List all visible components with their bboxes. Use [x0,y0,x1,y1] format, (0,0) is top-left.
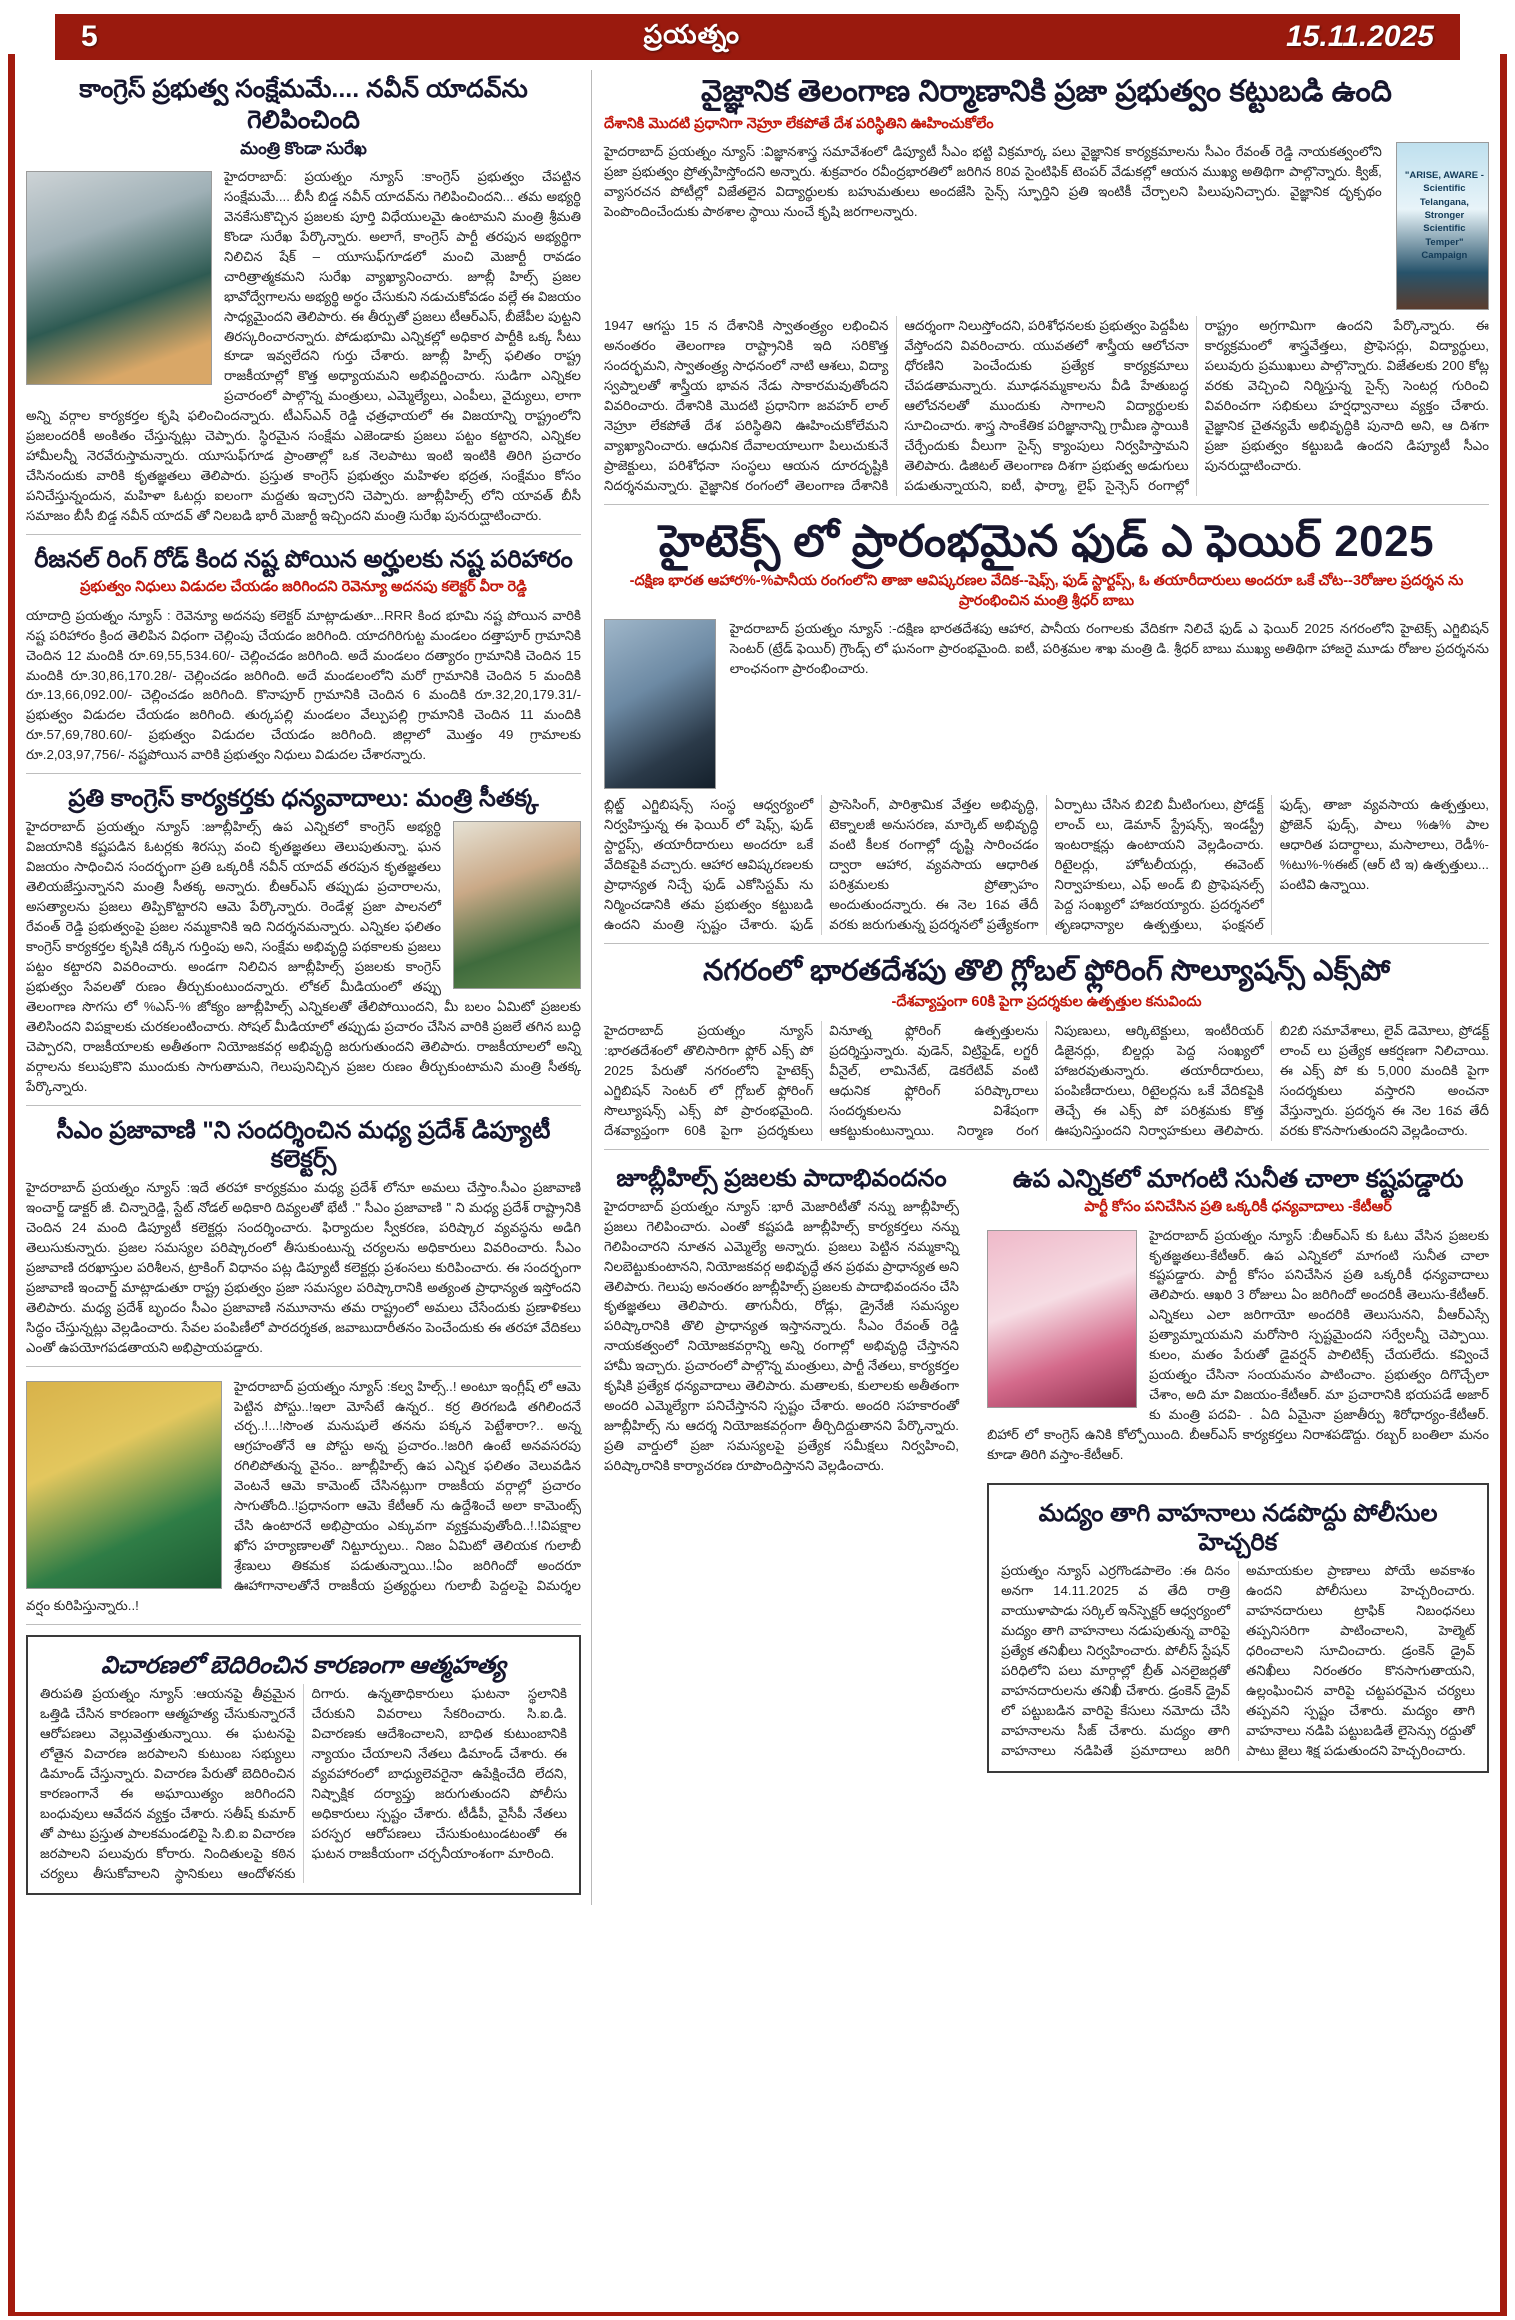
right-red-border [1500,54,1507,2312]
article-suicide-headline: విచారణలో బెదిరించిన కారణంగా ఆత్మహత్య [40,1651,567,1680]
bottom-right-stack [987,1160,1489,1783]
article-suicide [26,1635,581,1896]
article-surekha-body: హైదరాబాద్: ప్రయత్నం న్యూస్ :కాంగ్రెస్ ప్రభుత్వం చేపట్టిన సంక్షేమమే.... బీసీ బిడ్డ నవీన్ యాదవ్‌ను గెలిపించిందని... తమ అభ్యర్థి వెనకేసుకొచ్చిన ప్రజలకు పూర్తి విధేయులమై ఉంటామని మంత్రి శ్రీమతి కొండా సురేఖ పేర్కొన్నారు. అలాగే, కాంగ్రెస్ పార్టీ తరపున అభ్యర్థిగా నిలిచిన షేక్ – యూసుఫ్‌గూడలో మంచి మెజార్టీ రావడం చారిత్రాత్మకమని సురేఖ వ్యాఖ్యానించారు. జూబ్లీ హిల్స్ ప్రజల భావోద్వేగాలను అభ్యర్థి అర్థం చేసుకుని నడుచుకోవడం వల్లే ఈ విజయం సాధ్యమైందని తెలిపారు. ఈ తీర్పుతో ప్రజలు టీఆర్ఎస్, బీజేపీల పుట్టని తిరస్కరించారన్నారు. పోడుభూమి ఎన్నికల్లో అధికార పార్టీకి ఒక్క సీటు కూడా ఇవ్వలేదని గుర్తు చేశారు. జూబ్లీ హిల్స్ ఫలితం రాష్ట్ర రాజకీయాల్లో కొత్త అధ్యాయమని అభివర్ణించారు. సుడిగా ఎన్నికల ప్రచారంలో పాల్గొన్న మంత్రులు, ఎమ్మెల్యేలు, ఎంపీలు, వైద్యులు, లాగా అన్ని వర్గాల కార్యకర్తల కృషి ఫలించిందన్నారు. టీఎస్ఎన్ రెడ్డి ఛత్రఛాయలో ఈ విజయాన్ని రాష్ట్రంలోని ప్రజలందరికీ అంకితం చేస్తున్నట్లు చెప్పారు. స్థిరమైన సంక్షేమ ఎజెండాకు ప్రజలు పట్టం కట్టారని, ఎన్నికల హామీలన్నీ నెరవేరుస్తామన్నారు. యూసుఫ్‌గూడ ప్రాంతాల్లో ఒక నెలపాటు ఇంటి ఇంటికి తిరిగి ప్రచారం చేసినందుకు వారికి కృతజ్ఞతలు తెలిపారు. ప్రస్తుత కాంగ్రెస్ ప్రభుత్వం మహిళల భద్రత, సంక్షేమం కోసం పనిచేస్తున్నందున, మహిళా ఓటర్లు ఐలంగా మద్దతు ఇచ్చారని చెప్పారు. జూబ్లీహిల్స్ లోని యావత్ బీసీ సమాజం బీసీ బిడ్డ నవీన్ యాదవ్ తో నిలబడి భారీ మెజార్టీ ఇచ్చిందని మంత్రి సురేఖ పునరుద్ఘాటించారు. [26,167,581,526]
article-flooring [604,954,1489,1150]
article-kavitha-body: హైదరాబాద్ ప్రయత్నం న్యూస్ :కల్వ హిల్స్..! అంటూ ఇంగ్లీష్ లో ఆమె పెట్టిన పోస్టు..!ఇలా మోసేటే ఉన్నర.. కర్ర తిరగబడి తగిలిందనే చర్చ..!...!సొంత మనుషులే తనను పక్కన పెట్టేశారా?.. అన్న ఆగ్రహంతోనే ఆ పోస్టు అన్న ప్రచారం..!జరిగి ఉంటే అనవసరపు రగిలిపోతున్న వైనం.. జూబ్లీహిల్స్ ఉప ఎన్నిక ఫలితం వెలువడిన వెంటనే ఆమె కామెంట్ చేసినట్లుగా రాజకీయ వర్గాల్లో ప్రచారం సాగుతోంది..!ప్రధానంగా ఆమె కేటీఆర్ ను ఉద్దేశించే అలా కామెంట్స్ చేసి ఉంటారనే అభిప్రాయం ఎక్కువగా వ్యక్తమవుతోంది..!.!విపక్షాల ఖోస హర్యాణాలతో నిట్టూర్పులు.. నిజం ఏమిటో తెలియక గులాబీ శ్రేణులు తికమక పడుతున్నాయి..!ఏం జరిగిందో అందరూ ఊహాగానాలతోనే రాజకీయ ప్రత్యర్థులు గులాబీ పెద్దలపై విమర్శల వర్షం కురిపిస్తున్నారు..! [26,1377,581,1616]
right-column [604,70,1489,1905]
article-surekha-subhead: మంత్రి కొండా సురేఖ [26,139,581,163]
article-foodfair [604,515,1489,944]
article-flooring-headline: నగరంలో భారతదేశపు తొలి గ్లోబల్ ఫ్లోరింగ్ సొల్యూషన్స్ ఎక్స్‌పో [604,954,1489,989]
article-rrr-subhead: ప్రభుత్వం నిధులు విడుదల చేయడం జరిగిందని రెవెన్యూ అదనపు కలెక్టర్ వీరా రెడ్డి [26,578,581,598]
article-scientific [604,74,1489,505]
article-jubilee-body: హైదరాబాద్ ప్రయత్నం న్యూస్ :భారీ మెజారిటీతో నన్ను జూబ్లీహిల్స్ ప్రజలు గెలిపించారు. ఎంతో కష్టపడి జూబ్లీహిల్స్ కార్యకర్తలు నన్ను గెలిపించారని నూతన ఎమ్మెల్యే అన్నారు. ప్రజలు పెట్టిన నమ్మకాన్ని నిలబెట్టుకుంటానని, నియోజకవర్గ అభివృద్ధే తన ప్రథమ ప్రాధాన్యత అని తెలిపారు. గెలుపు అనంతరం జూబ్లీహిల్స్ ప్రజలకు పాదాభివందనం చేసి కృతజ్ఞతలు తెలిపారు. తాగునీరు, రోడ్లు, డ్రైనేజీ సమస్యల పరిష్కారానికి తొలి ప్రాధాన్యత ఇస్తానన్నారు. సీఎం రేవంత్ రెడ్డి నాయకత్వంలో నియోజకవర్గాన్ని అన్ని రంగాల్లో అభివృద్ధి చేస్తానని హామీ ఇచ్చారు. ప్రచారంలో పాల్గొన్న మంత్రులు, పార్టీ నేతలు, కార్యకర్తల కృషికి ప్రత్యేక ధన్యవాదాలు తెలిపారు. మతాలకు, కులాలకు అతీతంగా అందరి ఎమ్మెల్యేగా పనిచేస్తానని స్పష్టం చేశారు. అందరి సహకారంతో జూబ్లీహిల్స్ ను ఆదర్శ నియోజకవర్గంగా తీర్చిదిద్దుతానని పేర్కొన్నారు. ప్రతి వార్డులో ప్రజా సమస్యలపై ప్రత్యేక సమీక్షలు నిర్వహించి, పరిష్కారానికి కార్యాచరణ రూపొందిస్తానని వెల్లడించారు. [604,1197,959,1476]
edition-date: 15.11.2025 [1286,20,1434,54]
article-foodfair-intro: హైదరాబాద్ ప్రయత్నం న్యూస్ :-దక్షిణ భారతదేశపు ఆహార, పానీయ రంగాలకు వేదికగా నిలిచే ఫుడ్ ఎ ఫెయిర్ 2025 నగరంలోని హైటెక్స్ ఎగ్జిబిషన్ సెంటర్ (ట్రేడ్ ఫెయిర్) గ్రౌండ్స్ లో ఘనంగా ప్రారంభమైంది. ఐటీ, పరిశ్రమల శాఖ మంత్రి డి. శ్రీధర్ బాబు ముఖ్య అతిథిగా హాజరై మూడు రోజుల ప్రదర్శనను లాంఛనంగా ప్రారంభించారు. [730,619,1489,789]
article-seethakka-body: హైదరాబాద్ ప్రయత్నం న్యూస్ :జూబ్లీహిల్స్ ఉప ఎన్నికలో కాంగ్రెస్ అభ్యర్థి విజయానికి కష్టపడిన ఓటర్లకు శిరస్సు వంచి కృతజ్ఞతలు తెలుపుతున్నా. ఘన విజయం సాధించిన సందర్భంగా ప్రతి ఒక్కరికీ నవీన్ యాదవ్ తరపున కృతజ్ఞతలు తెలియజేస్తున్నానని మంత్రి సీతక్క అన్నారు. బీఆర్ఎస్ తప్పుడు ప్రచారాలను, అసత్యాలను ప్రజలు తిప్పికొట్టారని ఆమె పేర్కొన్నారు. రెండేళ్ల ప్రజా పాలనలో రేవంత్ రెడ్డి ప్రభుత్వంపై ప్రజల నమ్మకానికి ఇది నిదర్శనమన్నారు. ఎన్నికల ఫలితం కాంగ్రెస్ కార్యకర్తల కృషికి దక్కిన గుర్తింపు అని, సంక్షేమ అభివృద్ధి పథకాలకు ప్రజలు పట్టం కట్టారని వివరించారు. అండగా నిలిచిన జూబ్లీహిల్స్ ప్రజలకు కాంగ్రెస్ ప్రభుత్వం సేవలతో రుణం తీర్చుకుంటుందన్నారు. లోకల్ మీడియంలో తప్పు తెలంగాణ సొగసు లో %ఎస్-% జోక్యం జూబ్లీహిల్స్ ఎన్నికలతో తేలిపోయిందని, మీ బలం ఏమిటో ప్రజలకు తెలిసిందని విపక్షాలకు చురకలంటించారు. సోషల్ మీడియాలో తప్పుడు ప్రచారం చేసిన వారికి ప్రజలే తగిన బుద్ధి చెప్పారని, రాజకీయాలకు అతీతంగా నియోజకవర్గ అభివృద్ధి జరుగుతుందని తెలిపారు. రాజకీయాలలో అన్ని వర్గాలను కలుపుకొని ముందుకు సాగుతామని, గెలుపునిచ్చిన ప్రజల రుణం తీర్చుకుంటామని మంత్రి సీతక్క పేర్కొన్నారు. [26,817,581,1096]
article-flooring-subhead: -దేశవ్యాప్తంగా 60కి పైగా ప్రదర్శకుల ఉత్పత్తుల కనువిందు [604,993,1489,1013]
article-seethakka [26,784,581,1105]
left-column [26,70,592,1905]
bottom-red-border [8,2312,1507,2316]
article-seethakka-headline: ప్రతి కాంగ్రెస్ కార్యకర్తకు ధన్యవాదాలు: మంత్రి సీతక్క [26,784,581,813]
article-liquor-body: ప్రయత్నం న్యూస్ ఎర్రగొండపాలెం :ఈ దినం అనగా 14.11.2025 వ తేది రాత్రి వాయుళాపాడు సర్కిల్ ఇన్‌స్పెక్టర్ ఆధ్వర్యంలో మద్యం తాగి వాహనాలు నడుపుతున్న వారిపై ప్రత్యేక తనిఖీలు నిర్వహించారు. పోలీస్ స్టేషన్ పరిధిలోని పలు మార్గాల్లో బ్రీత్ ఎనలైజర్లతో వాహనదారులను తనిఖీ చేశారు. డ్రంకెన్ డ్రైవ్ లో పట్టుబడిన వారిపై కేసులు నమోదు చేసి వాహనాలను సీజ్ చేశారు. మద్యం తాగి వాహనాలు నడిపితే ప్రమాదాలు జరిగి అమాయకుల ప్రాణాలు పోయే అవకాశం ఉందని పోలీసులు హెచ్చరించారు. వాహనదారులు ట్రాఫిక్ నిబంధనలు తప్పనిసరిగా పాటించాలని, హెల్మెట్ ధరించాలని సూచించారు. డ్రంకెన్ డ్రైవ్ తనిఖీలు నిరంతరం కొనసాగుతాయని, ఉల్లంఘించిన వారిపై చట్టపరమైన చర్యలు తప్పవని స్పష్టం చేశారు. మద్యం తాగి వాహనాలు నడిపి పట్టుబడితే లైసెన్సు రద్దుతో పాటు జైలు శిక్ష పడుతుందని హెచ్చరించారు. [1001,1561,1475,1760]
article-prajavani [26,1116,581,1367]
article-jubilee [604,1160,959,1783]
masthead-bar [55,14,1460,60]
article-ktr-subhead: పార్టీ కోసం పనిచేసిన ప్రతి ఒక్కరికీ ధన్యవాదాలు -కేటీఆర్ [987,1198,1489,1218]
kavitha-photo [26,1381,222,1589]
article-rrr-headline: రీజనల్ రింగ్ రోడ్ కింద నష్ట పోయిన అర్హులకు నష్ట పరిహారం [26,545,581,574]
page-number: 5 [81,20,98,54]
article-ktr [987,1164,1489,1473]
article-foodfair-headline: హైటెక్స్ లో ప్రారంభమైన ఫుడ్ ఎ ఫెయిర్ 2025 [604,515,1489,569]
bottom-row [604,1160,1489,1783]
article-foodfair-subhead: -దక్షిణ భారత ఆహార%-%పానీయ రంగంలోని తాజా ఆవిష్కరణల వేదిక--షెఫ్స్, ఫుడ్ స్టార్టప్స్, ఓ తయారీదారులు అందరూ ఒకే చోట--3రోజుల ప్రదర్శన ను ప్రారంభించిన మంత్రి శ్రీధర్ బాబు [604,572,1489,611]
event-banner-text: "ARISE, AWARE - Scientific Telangana, Stronger Scientific Temper" Campaign [1405,169,1484,262]
article-liquor [987,1483,1489,1773]
newspaper-page [0,14,1515,2320]
left-red-border [8,54,15,2312]
article-foodfair-body: బ్లిట్జ్ ఎగ్జిబిషన్స్ సంస్థ ఆధ్వర్యంలో నిర్వహిస్తున్న ఈ ఫెయిర్ లో షెఫ్స్, ఫుడ్ స్టార్టప్స్, తయారీదారులు అందరూ ఒకే వేదికపైకి వచ్చారు. ఆహార ఆవిష్కరణలకు ప్రాధాన్యత నిచ్చే ఫుడ్ ఎకోసిస్టమ్ ను నిర్మించడానికి తమ ప్రభుత్వం కట్టుబడి ఉందని మంత్రి స్పష్టం చేశారు. ఫుడ్ ప్రాసెసింగ్, పారిశ్రామిక వేత్తల అభివృద్ధి, టెక్నాలజీ అనుసరణ, మార్కెట్ అభివృద్ధి వంటి కీలక రంగాల్లో దృష్టి సారించడం ద్వారా ఆహార, వ్యవసాయ ఆధారిత పరిశ్రమలకు ప్రోత్సాహం అందుతుందన్నారు. ఈ నెల 16వ తేదీ వరకు జరుగుతున్న ప్రదర్శనలో ప్రత్యేకంగా ఏర్పాటు చేసిన బి2బి మీటింగులు, ప్రోడక్ట్ లాంచ్ లు, డెమాన్ స్ట్రేషన్స్, ఇండస్ట్రీ ఇంటరాక్షన్లు ఉంటాయని వెల్లడించారు. రిటైలర్లు, హోటలీయర్లు, ఈవెంట్ నిర్వాహకులు, ఎఫ్ అండ్ బి ప్రొఫెషనల్స్ పెద్ద సంఖ్యలో హాజరయ్యారు. ప్రదర్శనలో తృణధాన్యాల ఉత్పత్తులు, ఫంక్షనల్ ఫుడ్స్, తాజా వ్యవసాయ ఉత్పత్తులు, ఫ్రోజెన్ ఫుడ్స్, పాలు %ఉ% పాల ఆధారిత పదార్థాలు, మసాలాలు, రెడీ%-%టు%-%ఈట్ (ఆర్ టి ఇ) ఉత్పత్తులు... పంటివి ఉన్నాయి. [604,795,1489,935]
article-prajavani-body: హైదరాబాద్ ప్రయత్నం న్యూస్ :ఇదే తరహా కార్యక్రమం మధ్య ప్రదేశ్ లోనూ అమలు చేస్తాం.సీఎం ప్రజావాణి ఇంచార్జ్ డాక్టర్ జీ. చిన్నారెడ్డి, స్టేట్ నోడల్ అధికారి దివ్యలతో భేటీ ." సీఎం ప్రజావాణి " ని మధ్య ప్రదేశ్ రాష్ట్రానికి చెందిన 24 మంది డిప్యూటీ కలెక్టర్లు సందర్శించారు. ఫిర్యాదుల స్వీకరణ, పరిష్కార వ్యవస్థను అడిగి తెలుసుకున్నారు. ప్రజల సమస్యల పరిష్కారంలో తీసుకుంటున్న చర్యలను అధికారులు వివరించారు. సీఎం ప్రజావాణి దరఖాస్తుల పరిశీలన, ట్రాకింగ్ విధానం పట్ల డిప్యూటీ కలెక్టర్లు ప్రశంసలు కురిపించారు. ఈ సందర్భంగా ప్రజావాణి ఇంచార్జ్ మాట్లాడుతూ రాష్ట్ర ప్రభుత్వం ప్రజా సమస్యల పరిష్కారానికి అత్యంత ప్రాధాన్యత ఇస్తోందని తెలిపారు. మధ్య ప్రదేశ్ బృందం సీఎం ప్రజావాణి నమూనాను తమ రాష్ట్రంలో అమలు చేసేందుకు ప్రణాళికలు సిద్ధం చేస్తున్నట్లు వెల్లడించారు. సేవల పంపిణీలో పారదర్శకత, జవాబుదారీతనం పెంచేందుకు ఈ తరహా వేదికలు ఎంతో ఉపయోగపడతాయని అభిప్రాయపడ్డారు. [26,1178,581,1357]
page-content [0,70,1515,1905]
article-scientific-body: 1947 ఆగస్టు 15 న దేశానికి స్వాతంత్ర్యం లభించిన అనంతరం తెలంగాణ రాష్ట్రానికి ఇది సరికొత్త సందర్భమని, స్వాతంత్ర్య సాధనంలో నాటి ఆశలు, విద్యా స్వప్నాలతో శాస్త్రీయ భావన నేడు సాకారమవుతోందని వివరించారు. దేశానికి మొదటి ప్రధానిగా జవహర్ లాల్ నెహ్రూ లేకపోతే దేశ పరిస్థితిని ఊహించుకోలేమని వ్యాఖ్యానించారు. ఆధునిక దేవాలయాలుగా పిలుచుకునే ప్రాజెక్టులు, పరిశోధనా సంస్థలు ఆయన దూరదృష్టికి నిదర్శనమన్నారు. వైజ్ఞానిక రంగంలో తెలంగాణ దేశానికి ఆదర్శంగా నిలుస్తోందని, పరిశోధనలకు ప్రభుత్వం పెద్దపీట వేస్తోందని వివరించారు. యువతలో శాస్త్రీయ ఆలోచనా ధోరణిని పెంచేందుకు ప్రత్యేక కార్యక్రమాలు చేపడతామన్నారు. మూఢనమ్మకాలను వీడి హేతుబద్ధ ఆలోచనలతో ముందుకు సాగాలని విద్యార్థులకు సూచించారు. శాస్త్ర సాంకేతిక పరిజ్ఞానాన్ని గ్రామీణ స్థాయికి చేర్చేందుకు వీలుగా సైన్స్ క్యాంపులు నిర్వహిస్తామని తెలిపారు. డిజిటల్ తెలంగాణ దిశగా ప్రభుత్వ అడుగులు పడుతున్నాయని, ఐటీ, ఫార్మా, లైఫ్ సైన్సెస్ రంగాల్లో రాష్ట్రం అగ్రగామిగా ఉందని పేర్కొన్నారు. ఈ కార్యక్రమంలో శాస్త్రవేత్తలు, ప్రొఫెసర్లు, విద్యార్థులు, పలువురు ప్రముఖులు పాల్గొన్నారు. విజేతలకు 200 కోట్ల వరకు వెచ్చించి నిర్మిస్తున్న సైన్స్ సెంటర్ల గురించి వివరించగా సభికులు హర్షధ్వానాలు వ్యక్తం చేశారు. వైజ్ఞానిక చైతన్యమే అభివృద్ధికి పునాది అని, ఆ దిశగా ప్రజా ప్రభుత్వం కట్టుబడి ఉందని డిప్యూటీ సీఎం పునరుద్ఘాటించారు. [604,316,1489,495]
article-ktr-body: హైదరాబాద్ ప్రయత్నం న్యూస్ :బీఆర్ఎస్ కు ఓటు వేసిన ప్రజలకు కృతజ్ఞతలు-కేటీఆర్. ఉప ఎన్నికలో మాగంటి సునీత చాలా కష్టపడ్డారు. పార్టీ కోసం పనిచేసిన ప్రతి ఒక్కరికీ ధన్యవాదాలు తెలిపారు. ఆఖరి 3 రోజులు ఏం జరిగిందో అందరికీ తెలుసు-కేటీఆర్. ఎన్నికలు ఎలా జరిగాయో అందరికి తెలుసునని, వీఆర్ఎస్సే ప్రత్యామ్నాయమని మరోసారి స్పష్టమైందని సర్వేలన్నీ చెప్పాయి. కులం, మతం పేరుతో డైవర్షన్ పాలిటిక్స్ చేయలేదు. కవ్వించే ప్రయత్నం చేసినా సంయమనం పాటించాం. ప్రభుత్వం దిగొచ్చేలా చేశాం, అది మా విజయం-కేటీఆర్. మా ప్రచారానికి భయపడే అజార్ కు మంత్రి పదవి- . ఏది ఏమైనా ప్రజాతీర్పు శిరోధార్యం-కేటీఆర్. బిహార్ లో కాంగ్రెస్ ఉనికి కోల్పోయింది. బీఆర్ఎస్ కార్యకర్తలు నిరాశపడొద్దు. రబ్బర్ బంతిలా మనం కూడా తిరిగి వస్తాం-కేటీఆర్. [987,1226,1489,1465]
sridhar-babu-photo [604,619,716,789]
article-scientific-subhead: దేశానికి మొదటి ప్రధానిగా నెహ్రూ లేకపోతే దేశ పరిస్థితిని ఊహించుకోలేం [604,115,1489,135]
konda-surekha-photo [26,171,212,385]
article-liquor-headline: మద్యం తాగి వాహనాలు నడపొద్దు పోలీసుల హెచ్చరిక [1001,1499,1475,1558]
article-surekha [26,74,581,535]
masthead-title: ప్రయత్నం [644,19,740,56]
article-jubilee-headline: జూబ్లీహిల్స్ ప్రజలకు పాదాభివందనం [604,1164,959,1193]
article-ktr-headline: ఉప ఎన్నికలో మాగంటి సునీత చాలా కష్టపడ్డారు [987,1164,1489,1195]
article-surekha-headline: కాంగ్రెస్ ప్రభుత్వ సంక్షేమమే.... నవీన్ యాదవ్‌ను గెలిపించింది [26,74,581,135]
article-scientific-headline: వైజ్ఞానిక తెలంగాణ నిర్మాణానికి ప్రజా ప్రభుత్వం కట్టుబడి ఉంది [604,74,1489,111]
article-scientific-intro: హైదరాబాద్ ప్రయత్నం న్యూస్ :విజ్ఞానశాస్త్ర సమావేశంలో డిప్యూటీ సీఎం భట్టి విక్రమార్క పలు వైజ్ఞానిక కార్యక్రమాలను సీఎం రేవంత్ రెడ్డి నాయకత్వంలోని ప్రజా ప్రభుత్వం ప్రోత్సహిస్తోందని అన్నారు. శుక్రవారం రవీంద్రభారతిలో జరిగిన 80వ సైంటిఫిక్ టెంపర్ వేడుకల్లో ఆయన ముఖ్య అతిథిగా పాల్గొన్నారు. క్విజ్, వ్యాసరచన పోటీల్లో విజేతలైన విద్యార్థులకు బహుమతులు అందజేసి సైన్స్ స్ఫూర్తిని ప్రతి ఇంటికీ చేర్చాలని పిలుపునిచ్చారు. వైజ్ఞానిక దృక్పథం పెంపొందించేందుకు పాఠశాల స్థాయి నుంచే కృషి జరగాలన్నారు. [604,142,1382,310]
article-kavitha-note [26,1377,581,1625]
article-suicide-body: తిరుపతి ప్రయత్నం న్యూస్ :ఆయనపై తీవ్రమైన ఒత్తిడి చేసిన కారణంగా ఆత్మహత్య చేసుకున్నారనే ఆరోపణలు వెల్లువెత్తుతున్నాయి. ఈ ఘటనపై లోతైన విచారణ జరపాలని కుటుంబ సభ్యులు డిమాండ్ చేస్తున్నారు. విచారణ పేరుతో బెదిరించిన కారణంగానే ఈ అఘాయిత్యం జరిగిందని బంధువులు ఆవేదన వ్యక్తం చేశారు. సతీష్ కుమార్ తో పాటు ప్రస్తుత పాలకమండలిపై సి.బి.ఐ విచారణ జరపాలని పలువురు కోరారు. నిందితులపై కఠిన చర్యలు తీసుకోవాలని స్థానికులు ఆందోళనకు దిగారు. ఉన్నతాధికారులు ఘటనా స్థలానికి చేరుకుని వివరాలు సేకరించారు. సి.ఐ.డి. విచారణకు ఆదేశించాలని, బాధిత కుటుంబానికి న్యాయం చేయాలని నేతలు డిమాండ్ చేశారు. ఈ వ్యవహారంలో బాధ్యులెవరైనా ఉపేక్షించేది లేదని, నిష్పాక్షిక దర్యాప్తు జరుగుతుందని పోలీసు అధికారులు స్పష్టం చేశారు. టీడీపీ, వైసీపీ నేతలు పరస్పర ఆరోపణలు చేసుకుంటుండటంతో ఈ ఘటన రాజకీయంగా చర్చనీయాంశంగా మారింది. [40,1684,567,1883]
article-rrr [26,545,581,774]
article-prajavani-headline: సీఎం ప్రజావాణి "ని సందర్శించిన మధ్య ప్రదేశ్ డిప్యూటీ కలెక్టర్స్ [26,1116,581,1175]
science-event-photo [1396,142,1489,310]
ktr-photo [987,1230,1137,1408]
article-flooring-body: హైదరాబాద్ ప్రయత్నం న్యూస్ :భారతదేశంలో తొలిసారిగా ఫ్లోర్ ఎక్స్ పో 2025 పేరుతో నగరంలోని హైటెక్స్ ఎగ్జిబిషన్ సెంటర్ లో గ్లోబల్ ఫ్లోరింగ్ సొల్యూషన్స్ ఎక్స్ పో ప్రారంభమైంది. దేశవ్యాప్తంగా 60కి పైగా ప్రదర్శకులు వినూత్న ఫ్లోరింగ్ ఉత్పత్తులను ప్రదర్శిస్తున్నారు. వుడెన్, విట్రిఫైడ్, లగ్జరీ వీనైల్, లామినేట్, డెకరేటివ్ వంటి ఆధునిక ఫ్లోరింగ్ పరిష్కారాలు సందర్శకులను విశేషంగా ఆకట్టుకుంటున్నాయి. నిర్మాణ రంగ నిపుణులు, ఆర్కిటెక్టులు, ఇంటీరియర్ డిజైనర్లు, బిల్డర్లు పెద్ద సంఖ్యలో హాజరవుతున్నారు. తయారీదారులు, పంపిణీదారులు, రిటైలర్లను ఒకే వేదికపైకి తెచ్చే ఈ ఎక్స్ పో పరిశ్రమకు కొత్త ఊపునిస్తుందని నిర్వాహకులు తెలిపారు. బి2బి సమావేశాలు, లైవ్ డెమోలు, ప్రోడక్ట్ లాంచ్ లు ప్రత్యేక ఆకర్షణగా నిలిచాయి. ఈ ఎక్స్ పో కు 5,000 మందికి పైగా సందర్శకులు వస్తారని అంచనా వేస్తున్నారు. ప్రదర్శన ఈ నెల 16వ తేదీ వరకు కొనసాగుతుందని వెల్లడించారు. [604,1021,1489,1141]
seethakka-photo [453,821,581,989]
article-rrr-body: యాదాద్రి ప్రయత్నం న్యూస్ : రెవెన్యూ అదనపు కలెక్టర్ మాట్లాడుతూ...RRR కింద భూమి నష్ట పోయిన వారికి నష్ట పరిహారం క్రింద తెలిపిన విధంగా చెల్లింపు చేయడం జరిగింది. యాదగిరిగుట్ట మండలం దత్తాపూర్ గ్రామానికి చెందిన 12 మందికి రూ.69,55,534.60/- చెల్లించడం జరిగింది. అదే మండలం దత్యారం గ్రామానికి చెందిన 15 మందికి రూ.30,86,170.28/- చెల్లించడం జరిగింది. అదే మండలంలోని మరో గ్రామానికి చెందిన 5 మందికి రూ.13,66,092.00/- చెల్లించడం జరిగింది. కొనాపూర్ గ్రామానికి చెందిన 6 మందికి రూ.32,20,179.31/- ప్రభుత్వం విడుదల చేయడం జరిగింది. తుర్కపల్లి మండలం వేల్పుపల్లి గ్రామానికి చెందిన 11 మందికి రూ.57,69,780.60/- ప్రభుత్వం విడుదల చేయడం జరిగింది. జిల్లాలో మొత్తం 49 గ్రామాలకు రూ.2,03,97,756/- నష్టపోయిన వారికి ప్రభుత్వం నిధులు విడుదల చేశారన్నారు. [26,606,581,766]
